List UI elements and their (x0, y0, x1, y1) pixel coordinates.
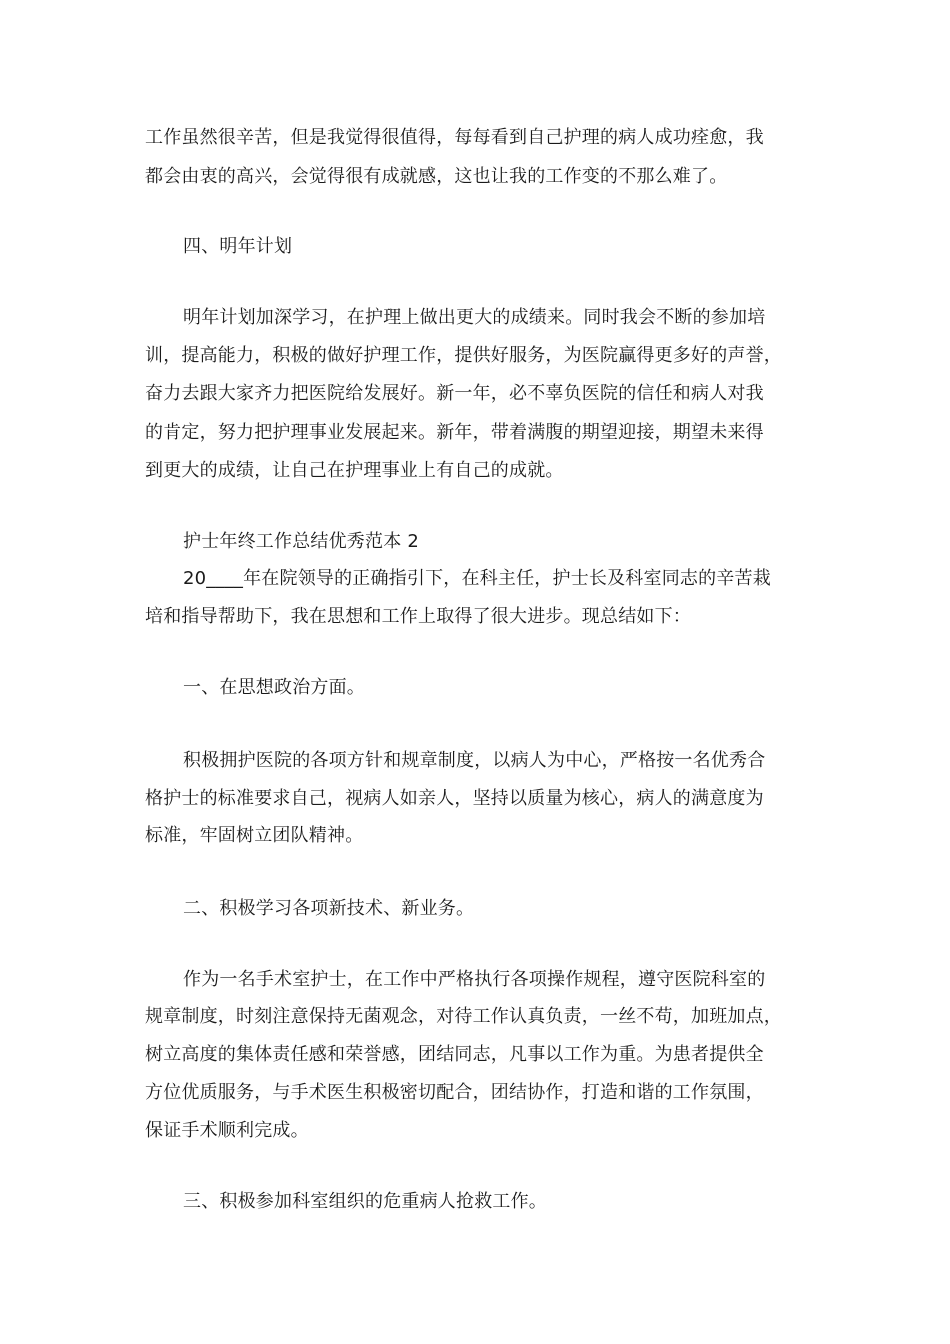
paragraph-line: 明年计划加深学习，在护理上做出更大的成绩来。同时我会不断的参加培 (183, 307, 766, 328)
paragraph-line: 培和指导帮助下，我在思想和工作上取得了很大进步。现总结如下： (145, 606, 691, 627)
paragraph-line: 积极拥护医院的各项方针和规章制度，以病人为中心，严格按一名优秀合 (183, 750, 766, 771)
section-heading: 二、积极学习各项新技术、新业务。 (183, 898, 475, 919)
paragraph-line: 训，提高能力，积极的做好护理工作，提供好服务，为医院赢得更多好的声誉， (145, 345, 782, 366)
paragraph-line: 方位优质服务，与手术医生积极密切配合，团结协作，打造和谐的工作氛围， (145, 1082, 764, 1103)
paragraph-line: 到更大的成绩，让自己在护理事业上有自己的成就。 (145, 460, 564, 481)
paragraph-line: 标准，牢固树立团队精神。 (145, 825, 364, 846)
paragraph-line: 规章制度，时刻注意保持无菌观念，对待工作认真负责，一丝不苟，加班加点， (145, 1006, 782, 1027)
paragraph-line: 作为一名手术室护士，在工作中严格执行各项操作规程，遵守医院科室的 (183, 969, 766, 990)
paragraph-line: 奋力去跟大家齐力把医院给发展好。新一年，必不辜负医院的信任和病人对我 (145, 383, 764, 404)
paragraph-line: 工作虽然很辛苦，但是我觉得很值得，每每看到自己护理的病人成功痊愈，我 (145, 127, 764, 148)
paragraph-line: 的肯定，努力把护理事业发展起来。新年，带着满腹的期望迎接，期望未来得 (145, 422, 764, 443)
section-heading: 三、积极参加科室组织的危重病人抢救工作。 (183, 1191, 547, 1212)
paragraph-line: 20____年在院领导的正确指引下，在科主任，护士长及科室同志的辛苦栽 (183, 568, 771, 589)
section-heading: 四、明年计划 (183, 236, 293, 257)
paragraph-line: 都会由衷的高兴，会觉得很有成就感，这也让我的工作变的不那么难了。 (145, 166, 728, 187)
paragraph-line: 格护士的标准要求自己，视病人如亲人，坚持以质量为核心，病人的满意度为 (145, 788, 764, 809)
document-title: 护士年终工作总结优秀范本 2 (183, 531, 419, 552)
paragraph-line: 保证手术顺利完成。 (145, 1120, 309, 1141)
paragraph-line: 树立高度的集体责任感和荣誉感，团结同志，凡事以工作为重。为患者提供全 (145, 1044, 764, 1065)
section-heading: 一、在思想政治方面。 (183, 677, 365, 698)
